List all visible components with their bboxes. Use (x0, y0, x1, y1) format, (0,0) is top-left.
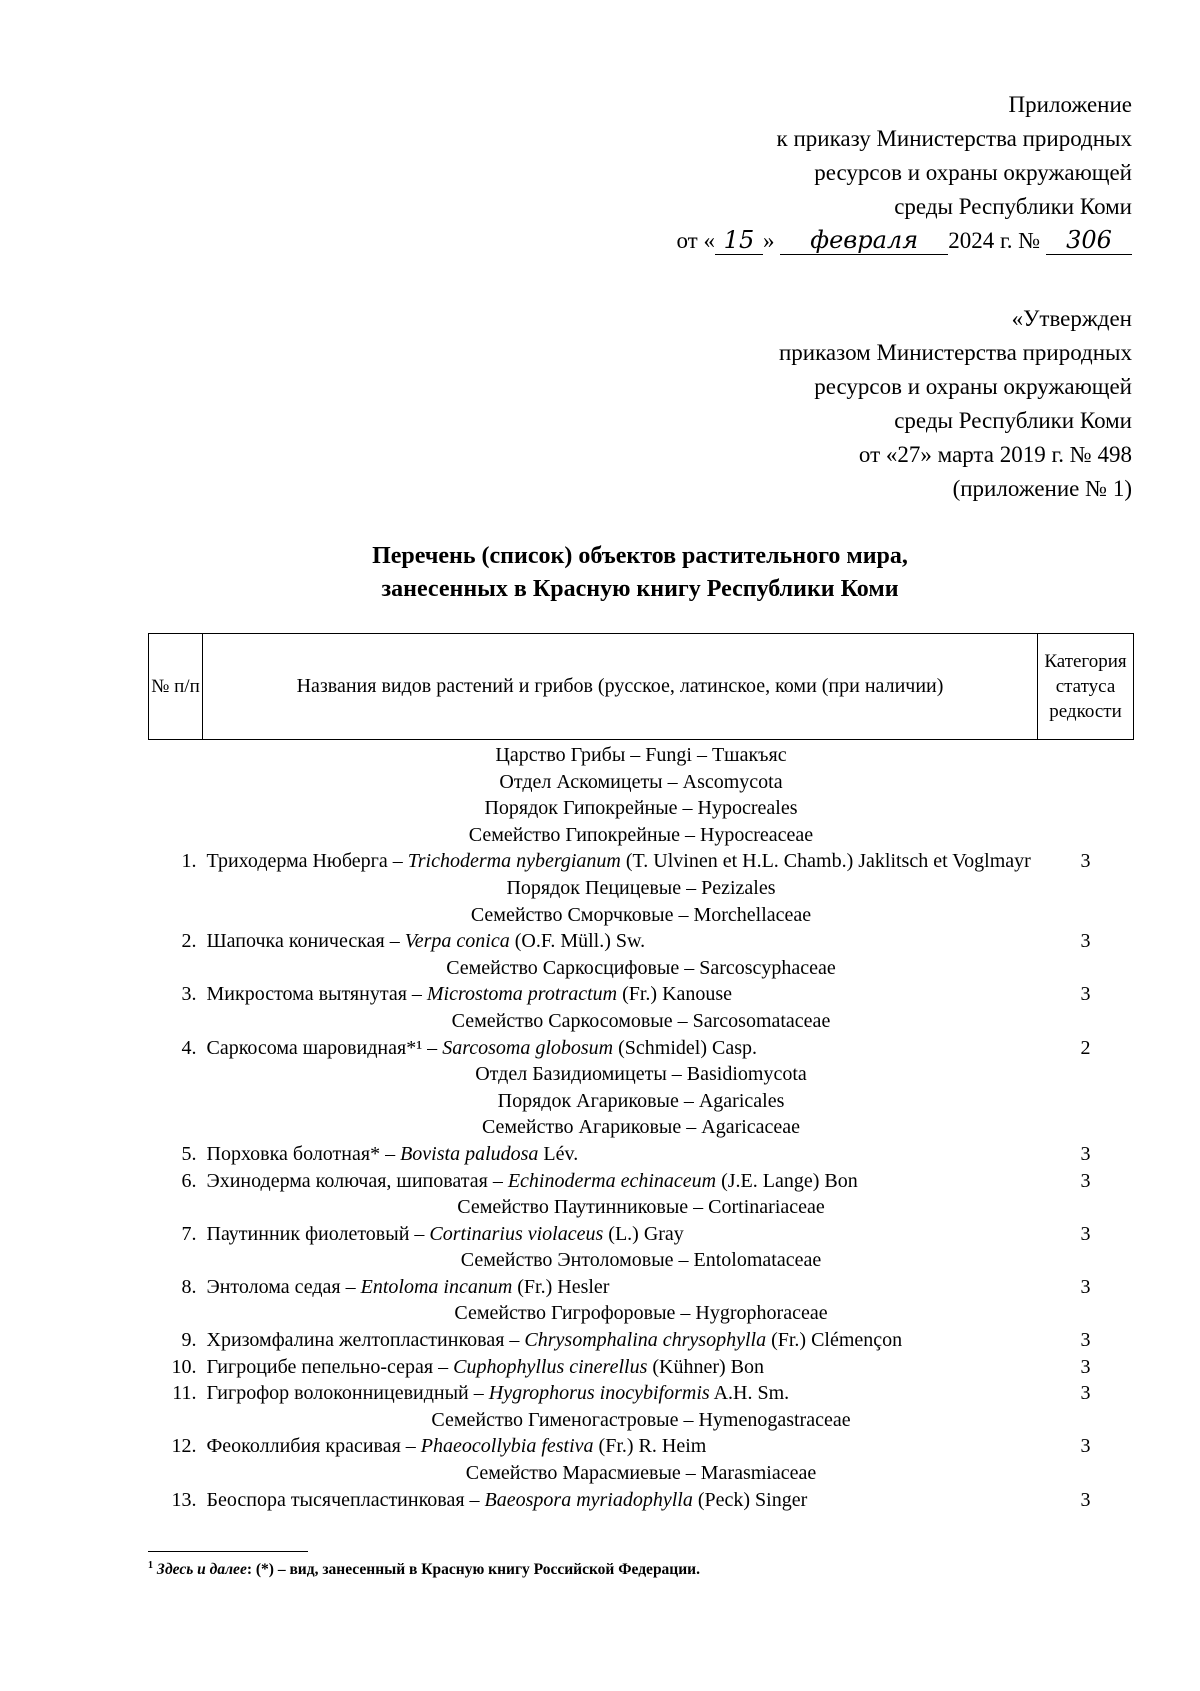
species-author: (L.) Gray (603, 1222, 684, 1245)
approved-line: от «27» марта 2019 г. № 498 (858, 442, 1132, 467)
table-row (149, 981, 1134, 1008)
taxon-group-row (149, 822, 1134, 849)
taxon-group-row (149, 740, 1134, 769)
species-latin-name: Cuphophyllus cinerellus (453, 1355, 648, 1378)
taxon-group-label: Семейство Саркосцифовые – Sarcoscyphaceae (446, 956, 836, 979)
species-author: (Fr.) Kanouse (617, 983, 733, 1006)
species-name (203, 1035, 1038, 1062)
title-line: занесенных в Красную книгу Республики Коми (381, 576, 899, 602)
species-name (203, 1168, 1038, 1195)
species-author: (Fr.) Hesler (512, 1275, 610, 1298)
species-russian-name: Гигроцибе пепельно-серая – (206, 1355, 454, 1378)
species-russian-name: Энтолома седая – (206, 1275, 361, 1298)
rarity-category: 3 (1080, 1488, 1091, 1511)
footnote-marker: 1 (148, 1560, 153, 1571)
species-latin-name: Cortinarius violaceus (429, 1222, 604, 1245)
species-author: (J.E. Lange) Bon (716, 1169, 858, 1192)
species-name (203, 981, 1038, 1008)
row-number: 11. (172, 1382, 197, 1405)
approved-line: среды Республики Коми (894, 408, 1132, 433)
species-russian-name: Триходерма Нюберга – (206, 850, 408, 873)
species-name (203, 1354, 1038, 1381)
approved-header (779, 302, 1132, 506)
table-row (149, 1168, 1134, 1195)
document-title (150, 540, 1130, 606)
rarity-category: 3 (1080, 1222, 1091, 1245)
taxon-group-row (149, 1407, 1134, 1434)
taxon-group-row (149, 1194, 1134, 1221)
species-russian-name: Гигрофор волоконницевидный – (206, 1382, 489, 1405)
taxon-group-label: Порядок Гипокрейные – Hypocreales (484, 797, 798, 820)
approved-line: «Утвержден (1011, 306, 1132, 331)
species-latin-name: Microstoma protractum (426, 983, 618, 1006)
approved-line: приказом Министерства природных (778, 340, 1132, 365)
quote-close: » (762, 228, 775, 253)
species-latin-name: Baeospora myriadophylla (484, 1488, 693, 1511)
species-russian-name: Саркосома шаровидная*¹ – (206, 1036, 443, 1059)
handwritten-day: 15 (715, 226, 763, 255)
rarity-category: 2 (1080, 1036, 1091, 1059)
row-number: 10. (171, 1355, 197, 1378)
table-row (149, 1327, 1134, 1354)
rarity-category: 3 (1080, 850, 1091, 873)
species-russian-name: Порховка болотная* – (206, 1142, 401, 1165)
species-name (203, 1221, 1038, 1248)
taxon-group-row (149, 875, 1134, 902)
species-latin-name: Echinoderma echinaceum (507, 1169, 717, 1192)
taxon-group-label: Семейство Марасмиевые – Marasmiaceae (465, 1462, 817, 1485)
rarity-category: 3 (1080, 1275, 1091, 1298)
table-row (149, 928, 1134, 955)
rarity-category: 3 (1080, 1355, 1091, 1378)
table-row (149, 1380, 1134, 1407)
species-russian-name: Микростома вытянутая – (206, 983, 427, 1006)
taxon-group-label: Семейство Энтоломовые – Entolomataceae (460, 1249, 822, 1272)
approved-line: (приложение № 1) (952, 476, 1132, 501)
taxon-group-label: Семейство Саркосомовые – Sarcosomataceae (451, 1009, 831, 1032)
taxon-group-row (149, 1061, 1134, 1088)
species-name (203, 1327, 1038, 1354)
rarity-category: 3 (1080, 1329, 1091, 1352)
species-latin-name: Entoloma incanum (360, 1275, 513, 1298)
rarity-category: 3 (1080, 983, 1091, 1006)
species-author: (Peck) Singer (692, 1488, 808, 1511)
rarity-category: 3 (1080, 1142, 1091, 1165)
species-latin-name: Sarcosoma globosum (442, 1036, 614, 1059)
species-latin-name: Phaeocollybia festiva (420, 1435, 594, 1458)
taxon-group-row (149, 1114, 1134, 1141)
row-number: 4. (181, 1036, 197, 1059)
taxon-group-label: Семейство Агариковые – Agaricaceae (481, 1116, 801, 1139)
taxon-group-row (149, 902, 1134, 929)
table-row (149, 1141, 1134, 1168)
species-russian-name: Эхинодерма колючая, шиповатая – (206, 1169, 508, 1192)
row-number: 6. (181, 1169, 197, 1192)
table-header-row (149, 634, 1134, 740)
taxon-group-label: Порядок Агариковые – Agaricales (497, 1089, 785, 1112)
taxon-group-label: Царство Грибы – Fungi – Тшакъяс (495, 744, 787, 766)
row-number: 3. (181, 983, 197, 1006)
species-author: (Schmidel) Casp. (613, 1036, 757, 1059)
species-latin-name: Bovista paludosa (400, 1142, 539, 1165)
footnote (148, 1560, 700, 1579)
species-name (203, 1380, 1038, 1407)
appendix-line: среды Республики Коми (894, 194, 1132, 219)
species-author: (T. Ulvinen et H.L. Chamb.) Jaklitsch et Voglmayr (620, 850, 1031, 873)
approved-line: ресурсов и охраны окружающей (814, 374, 1132, 399)
taxon-group-row (149, 1008, 1134, 1035)
species-name (203, 1274, 1038, 1301)
header-number: № п/п (149, 634, 203, 740)
taxon-group-label: Семейство Гипокрейные – Hypocreaceae (468, 823, 814, 846)
taxon-group-label: Семейство Сморчковые – Morchellaceae (470, 903, 812, 926)
taxon-group-label: Семейство Паутинниковые – Cortinariaceae (457, 1196, 825, 1219)
footnote-lead: Здесь и далее (156, 1561, 247, 1579)
appendix-header (676, 88, 1132, 258)
species-name (203, 1141, 1038, 1168)
species-name (203, 848, 1038, 875)
taxon-group-label: Порядок Пецицевые – Pezizales (506, 876, 776, 899)
species-latin-name: Hygrophorus inocybiformis (488, 1382, 710, 1405)
taxon-group-label: Отдел Аскомицеты – Ascomycota (499, 770, 783, 793)
taxon-group-row (149, 795, 1134, 822)
handwritten-number: 306 (1046, 226, 1132, 255)
handwritten-month: февраля (780, 226, 948, 255)
row-number: 8. (181, 1275, 197, 1298)
header-category: Категория статуса редкости (1038, 634, 1134, 740)
taxon-group-label: Семейство Гименогастровые – Hymenogastraceae (431, 1408, 851, 1431)
taxon-group-row (149, 769, 1134, 796)
species-author: Lév. (538, 1142, 579, 1165)
row-number: 9. (181, 1329, 197, 1352)
row-number: 12. (171, 1435, 197, 1458)
species-author: A.H. Sm. (709, 1382, 790, 1405)
appendix-line: Приложение (1008, 92, 1132, 117)
species-latin-name: Trichoderma nybergianum (407, 850, 621, 873)
species-russian-name: Феоколлибия красивая – (206, 1435, 421, 1458)
table-row (149, 848, 1134, 875)
row-number: 1. (181, 850, 197, 873)
row-number: 5. (181, 1142, 197, 1165)
rarity-category: 3 (1080, 1382, 1091, 1405)
taxon-group-row (149, 1300, 1134, 1327)
order-year: 2024 г. № (948, 228, 1041, 253)
species-latin-name: Chrysomphalina chrysophylla (524, 1329, 767, 1352)
table-row (149, 1221, 1134, 1248)
species-author: (Kühner) Bon (647, 1355, 764, 1378)
title-line: Перечень (список) объектов растительного мира, (372, 543, 908, 569)
rarity-category: 3 (1080, 1169, 1091, 1192)
taxon-group-row (149, 1088, 1134, 1115)
species-name (203, 928, 1038, 955)
footnote-rule (148, 1551, 308, 1552)
table-row (149, 1487, 1134, 1514)
species-author: (Fr.) R. Heim (593, 1435, 707, 1458)
taxon-group-row (149, 1460, 1134, 1487)
species-table (148, 633, 1134, 1513)
order-date-line (676, 224, 1132, 258)
date-prefix: от « (676, 228, 715, 253)
footnote-text: : (*) – вид, занесенный в Красную книгу Российской Федерации. (246, 1561, 700, 1579)
taxon-group-label: Отдел Базидиомицеты – Basidiomycota (475, 1063, 807, 1086)
row-number: 13. (171, 1488, 197, 1511)
species-latin-name: Verpa conica (404, 930, 510, 953)
taxon-group-row (149, 955, 1134, 982)
table-row (149, 1433, 1134, 1460)
species-name (203, 1433, 1038, 1460)
header-name: Названия видов растений и грибов (русское, латинское, коми (при наличии) (203, 634, 1038, 740)
row-number: 7. (181, 1222, 197, 1245)
rarity-category: 3 (1080, 1435, 1091, 1458)
table-body (149, 740, 1134, 1514)
appendix-line: ресурсов и охраны окружающей (814, 160, 1132, 185)
row-number: 2. (181, 930, 197, 953)
species-russian-name: Шапочка коническая – (206, 930, 405, 953)
table-row (149, 1035, 1134, 1062)
species-russian-name: Беоспора тысячепластинковая – (206, 1488, 485, 1511)
species-author: (Fr.) Clémençon (766, 1329, 903, 1352)
species-russian-name: Паутинник фиолетовый – (206, 1222, 430, 1245)
table-row (149, 1354, 1134, 1381)
species-name (203, 1487, 1038, 1514)
species-russian-name: Хризомфалина желтопластинковая – (206, 1329, 525, 1352)
taxon-group-row (149, 1247, 1134, 1274)
table-row (149, 1274, 1134, 1301)
appendix-line: к приказу Министерства природных (776, 126, 1132, 151)
species-author: (O.F. Müll.) Sw. (509, 930, 646, 953)
rarity-category: 3 (1080, 930, 1091, 953)
taxon-group-label: Семейство Гигрофоровые – Hygrophoraceae (454, 1302, 828, 1325)
